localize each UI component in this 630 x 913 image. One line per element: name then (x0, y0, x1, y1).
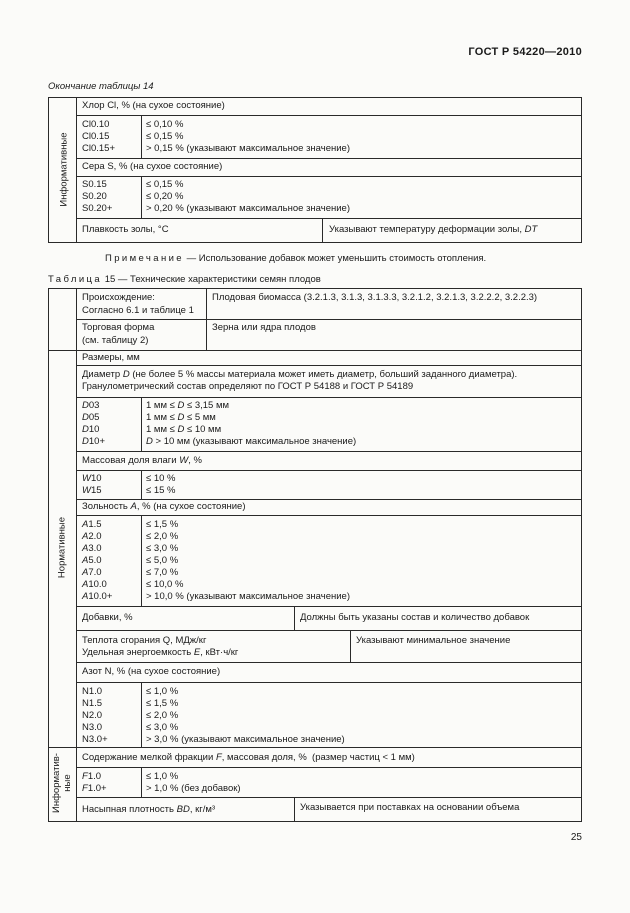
symbol: D (177, 424, 185, 435)
text-part: , кВт·ч/кг (200, 647, 239, 658)
code-part: 1.0 (87, 771, 102, 782)
sulfur-code: S0.20 (82, 191, 107, 202)
t15-vline (141, 397, 142, 451)
t15-hline (76, 451, 582, 452)
text-part: ≤ 5 мм (184, 412, 216, 423)
normative-side-label: Нормативные (56, 516, 68, 579)
standard-number: ГОСТ Р 54220—2010 (468, 46, 582, 58)
t15-hline (76, 797, 582, 798)
t14-hline (76, 115, 582, 116)
symbol: A (82, 591, 89, 602)
additives-label: Добавки, % (82, 612, 133, 623)
t14-border-right (581, 97, 582, 243)
ash-fusion-symbol: DT (524, 224, 538, 235)
symbol-d: D (122, 369, 130, 380)
text-part: Насыпная плотность (82, 804, 177, 815)
text-part: 1 мм ≤ (146, 400, 178, 411)
t15-vline (141, 767, 142, 797)
chlorine-value: ≤ 0,10 % (146, 119, 184, 130)
t15-hline (76, 397, 582, 398)
text-part: Удельная энергоемкость (82, 647, 194, 658)
symbol: A (82, 531, 89, 542)
t15-vline (206, 288, 207, 350)
t15-border-top (48, 288, 582, 289)
ash-fusion-text: Указывают температуру деформации золы, (329, 224, 525, 235)
symbol: D (82, 424, 89, 435)
ash-value: ≤ 1,5 % (146, 519, 179, 530)
t15-hline (76, 499, 582, 500)
moisture-value: ≤ 10 % (146, 473, 176, 484)
ash-value: ≤ 7,0 % (146, 567, 179, 578)
nitrogen-code: N2.0 (82, 710, 103, 721)
code-part: 2.0 (88, 531, 102, 542)
chlorine-value: ≤ 0,15 % (146, 131, 184, 142)
t15-hline (76, 515, 582, 516)
code-part: 3.0 (88, 543, 102, 554)
symbol: D (82, 436, 89, 447)
moisture-value: ≤ 15 % (146, 485, 176, 496)
ash-code (82, 591, 112, 604)
t15-hline (76, 662, 582, 663)
moisture-code (82, 485, 102, 498)
origin-ref: Согласно 6.1 и таблице 1 (82, 305, 194, 316)
nitrogen-value: > 3,0 % (указывают максимальное значение) (146, 734, 345, 745)
text-part: Диаметр (82, 369, 123, 380)
text-part: 1 мм ≤ (146, 424, 178, 435)
sulfur-title: Сера S, % (на сухое состояние) (82, 161, 223, 172)
nitrogen-code: N1.5 (82, 698, 103, 709)
code-part: 03 (88, 400, 100, 411)
symbol: F (82, 771, 88, 782)
t15-hline (76, 767, 582, 768)
ash-title (82, 501, 246, 514)
page-number: 25 (570, 832, 582, 843)
ash-value: ≤ 2,0 % (146, 531, 179, 542)
code-part: 10.0+ (88, 591, 113, 602)
symbol: A (82, 579, 89, 590)
symbol: A (130, 501, 137, 512)
text-part: , массовая доля, % (размер частиц < 1 мм) (221, 752, 415, 763)
trade-form-ref: (см. таблицу 2) (82, 335, 149, 346)
code-part: 10.0 (88, 579, 107, 590)
nitrogen-value: ≤ 1,5 % (146, 698, 179, 709)
table15-caption-number: 15 (104, 274, 116, 285)
sulfur-code: S0.15 (82, 179, 107, 190)
ash-code (82, 555, 102, 568)
size-value (146, 436, 356, 449)
nitrogen-title: Азот N, % (на сухое состояние) (82, 666, 221, 677)
sizes-desc-line1 (82, 369, 517, 382)
t15-vline (350, 630, 351, 662)
text-part: Зольность (82, 501, 131, 512)
symbol: W (82, 473, 91, 484)
t15-vline (294, 797, 295, 822)
chlorine-code: Cl0.15 (82, 131, 110, 142)
trade-form-value: Зерна или ядра плодов (212, 322, 316, 333)
t15-vline (141, 470, 142, 499)
note-text: — Использование добавок может уменьшить стоимость отопления. (184, 253, 487, 264)
fines-code (82, 771, 101, 784)
symbol: BD (176, 804, 190, 815)
sulfur-value: > 0,20 % (указывают максимальное значение) (146, 203, 350, 214)
text-part: , % (188, 455, 202, 466)
t14-hline (76, 218, 582, 219)
symbol: W (82, 485, 91, 496)
sizes-title: Размеры, мм (82, 352, 140, 363)
nitrogen-code: N3.0+ (82, 734, 108, 745)
t15-hline (76, 470, 582, 471)
code-part: 05 (88, 412, 100, 423)
symbol: A (82, 543, 89, 554)
t14-hline (76, 158, 582, 159)
symbol: D (177, 412, 185, 423)
t14-side-label: Информативные (58, 132, 70, 207)
size-code (82, 412, 99, 425)
symbol: A (82, 519, 89, 530)
moisture-title (82, 455, 202, 468)
sulfur-code: S0.20+ (82, 203, 113, 214)
text-part: > 10 мм (указывают максимальное значение) (152, 436, 357, 447)
calorific-label: Теплота сгорания Q, МДж/кг (82, 635, 207, 646)
text-part: , % (на сухое состояние) (136, 501, 246, 512)
code-part: 1.0+ (87, 783, 107, 794)
nitrogen-value: ≤ 3,0 % (146, 722, 179, 733)
t15-hline (76, 319, 582, 320)
nitrogen-code: N1.0 (82, 686, 103, 697)
text-part: Массовая доля влаги (82, 455, 180, 466)
size-code (82, 436, 105, 449)
sizes-desc-line2: Гранулометрический состав определяют по ГОСТ Р 54188 и ГОСТ Р 54189 (82, 381, 414, 392)
code-part: 10+ (88, 436, 105, 447)
code-part: 10 (90, 473, 102, 484)
t14-vline (141, 176, 142, 218)
ash-code (82, 519, 102, 532)
ash-value: ≤ 10,0 % (146, 579, 184, 590)
t15-border-right (581, 288, 582, 822)
bulk-density-value: Указывается при поставках на основании объема (300, 802, 520, 813)
t15-hline (76, 606, 582, 607)
bulk-density-label (82, 804, 215, 817)
ash-code (82, 543, 102, 556)
ash-code (82, 567, 102, 580)
t15-vline (141, 682, 142, 747)
nitrogen-value: ≤ 1,0 % (146, 686, 179, 697)
origin-value: Плодовая биомасса (3.2.1.3, 3.1.3, 3.1.3.3, 3.2.1.2, 3.2.1.3, 3.2.2.2, 3.2.2.3) (212, 292, 538, 303)
fines-value: ≤ 1,0 % (146, 771, 179, 782)
nitrogen-value: ≤ 2,0 % (146, 710, 179, 721)
symbol: A (82, 567, 89, 578)
text-part: (не более 5 % массы материала может иметь диаметр, больший заданного диаметра). (129, 369, 518, 380)
table15-caption-text: — Технические характеристики семян плодов (115, 274, 321, 285)
t15-border-bottom (48, 821, 582, 822)
t15-vline (294, 606, 295, 630)
code-part: 15 (90, 485, 102, 496)
t15-hline (76, 682, 582, 683)
additives-value: Должны быть указаны состав и количество добавок (300, 612, 530, 623)
t14-side-separator (76, 97, 77, 243)
symbol: F (82, 783, 88, 794)
ash-value: ≤ 3,0 % (146, 543, 179, 554)
informative-side-label-line: Информатив- (51, 753, 62, 813)
ash-fusion-label: Плавкость золы, °C (82, 224, 169, 235)
symbol: D (146, 436, 153, 447)
code-part: 1.5 (88, 519, 102, 530)
origin-label: Происхождение: (82, 292, 155, 303)
t14-vline (322, 218, 323, 243)
symbol: W (179, 455, 189, 466)
ash-value: ≤ 5,0 % (146, 555, 179, 566)
fines-code (82, 783, 107, 796)
text-part: 1 мм ≤ (146, 412, 178, 423)
chlorine-title: Хлор Cl, % (на сухое состояние) (82, 100, 225, 111)
chlorine-code: Cl0.10 (82, 119, 110, 130)
code-part: 10 (88, 424, 100, 435)
nitrogen-code: N3.0 (82, 722, 103, 733)
sulfur-value: ≤ 0,15 % (146, 179, 184, 190)
t15-hline (76, 365, 582, 366)
t15-side-separator (76, 288, 77, 822)
size-value (146, 400, 229, 413)
fines-title (82, 752, 415, 765)
energy-density-label (82, 647, 238, 660)
ash-fusion-value (329, 224, 537, 237)
note (105, 253, 486, 264)
text-part: ≤ 3,15 мм (184, 400, 230, 411)
calorific-value: Указывают минимальное значение (356, 635, 511, 646)
text-part: , кг/м³ (189, 804, 216, 815)
symbol: D (82, 400, 89, 411)
text-part: ≤ 10 мм (184, 424, 222, 435)
sulfur-value: ≤ 0,20 % (146, 191, 184, 202)
symbol: F (215, 752, 222, 763)
size-code (82, 400, 99, 413)
t15-border-left (48, 288, 49, 822)
t14-vline (141, 115, 142, 158)
table15-caption (48, 274, 321, 285)
chlorine-value: > 0,15 % (указывают максимальное значение) (146, 143, 350, 154)
t14-border-top (48, 97, 582, 98)
t15-hline (76, 630, 582, 631)
fines-value: > 1,0 % (без добавок) (146, 783, 241, 794)
size-code (82, 424, 99, 437)
symbol: A (82, 555, 89, 566)
code-part: 7.0 (88, 567, 102, 578)
ash-code (82, 579, 107, 592)
symbol: D (177, 400, 185, 411)
table15-caption-label: Таблица (48, 274, 103, 285)
size-value (146, 424, 221, 437)
moisture-code (82, 473, 102, 486)
symbol: D (82, 412, 89, 423)
t15-hline (48, 747, 582, 748)
t14-hline (76, 176, 582, 177)
informative-side-label-line: ные (62, 774, 73, 792)
t14-border-left (48, 97, 49, 243)
text-part: Содержание мелкой фракции (82, 752, 216, 763)
t15-hline (48, 350, 582, 351)
ash-code (82, 531, 102, 544)
trade-form-label: Торговая форма (82, 322, 155, 333)
symbol: E (193, 647, 201, 658)
informative-side-label (51, 743, 73, 823)
t15-vline (141, 515, 142, 606)
t14-border-bottom (48, 242, 582, 243)
table14-caption: Окончание таблицы 14 (48, 81, 154, 92)
size-value (146, 412, 216, 425)
note-label: Примечание (105, 253, 184, 264)
code-part: 5.0 (88, 555, 102, 566)
ash-value: > 10,0 % (указывают максимальное значение) (146, 591, 350, 602)
chlorine-code: Cl0.15+ (82, 143, 116, 154)
